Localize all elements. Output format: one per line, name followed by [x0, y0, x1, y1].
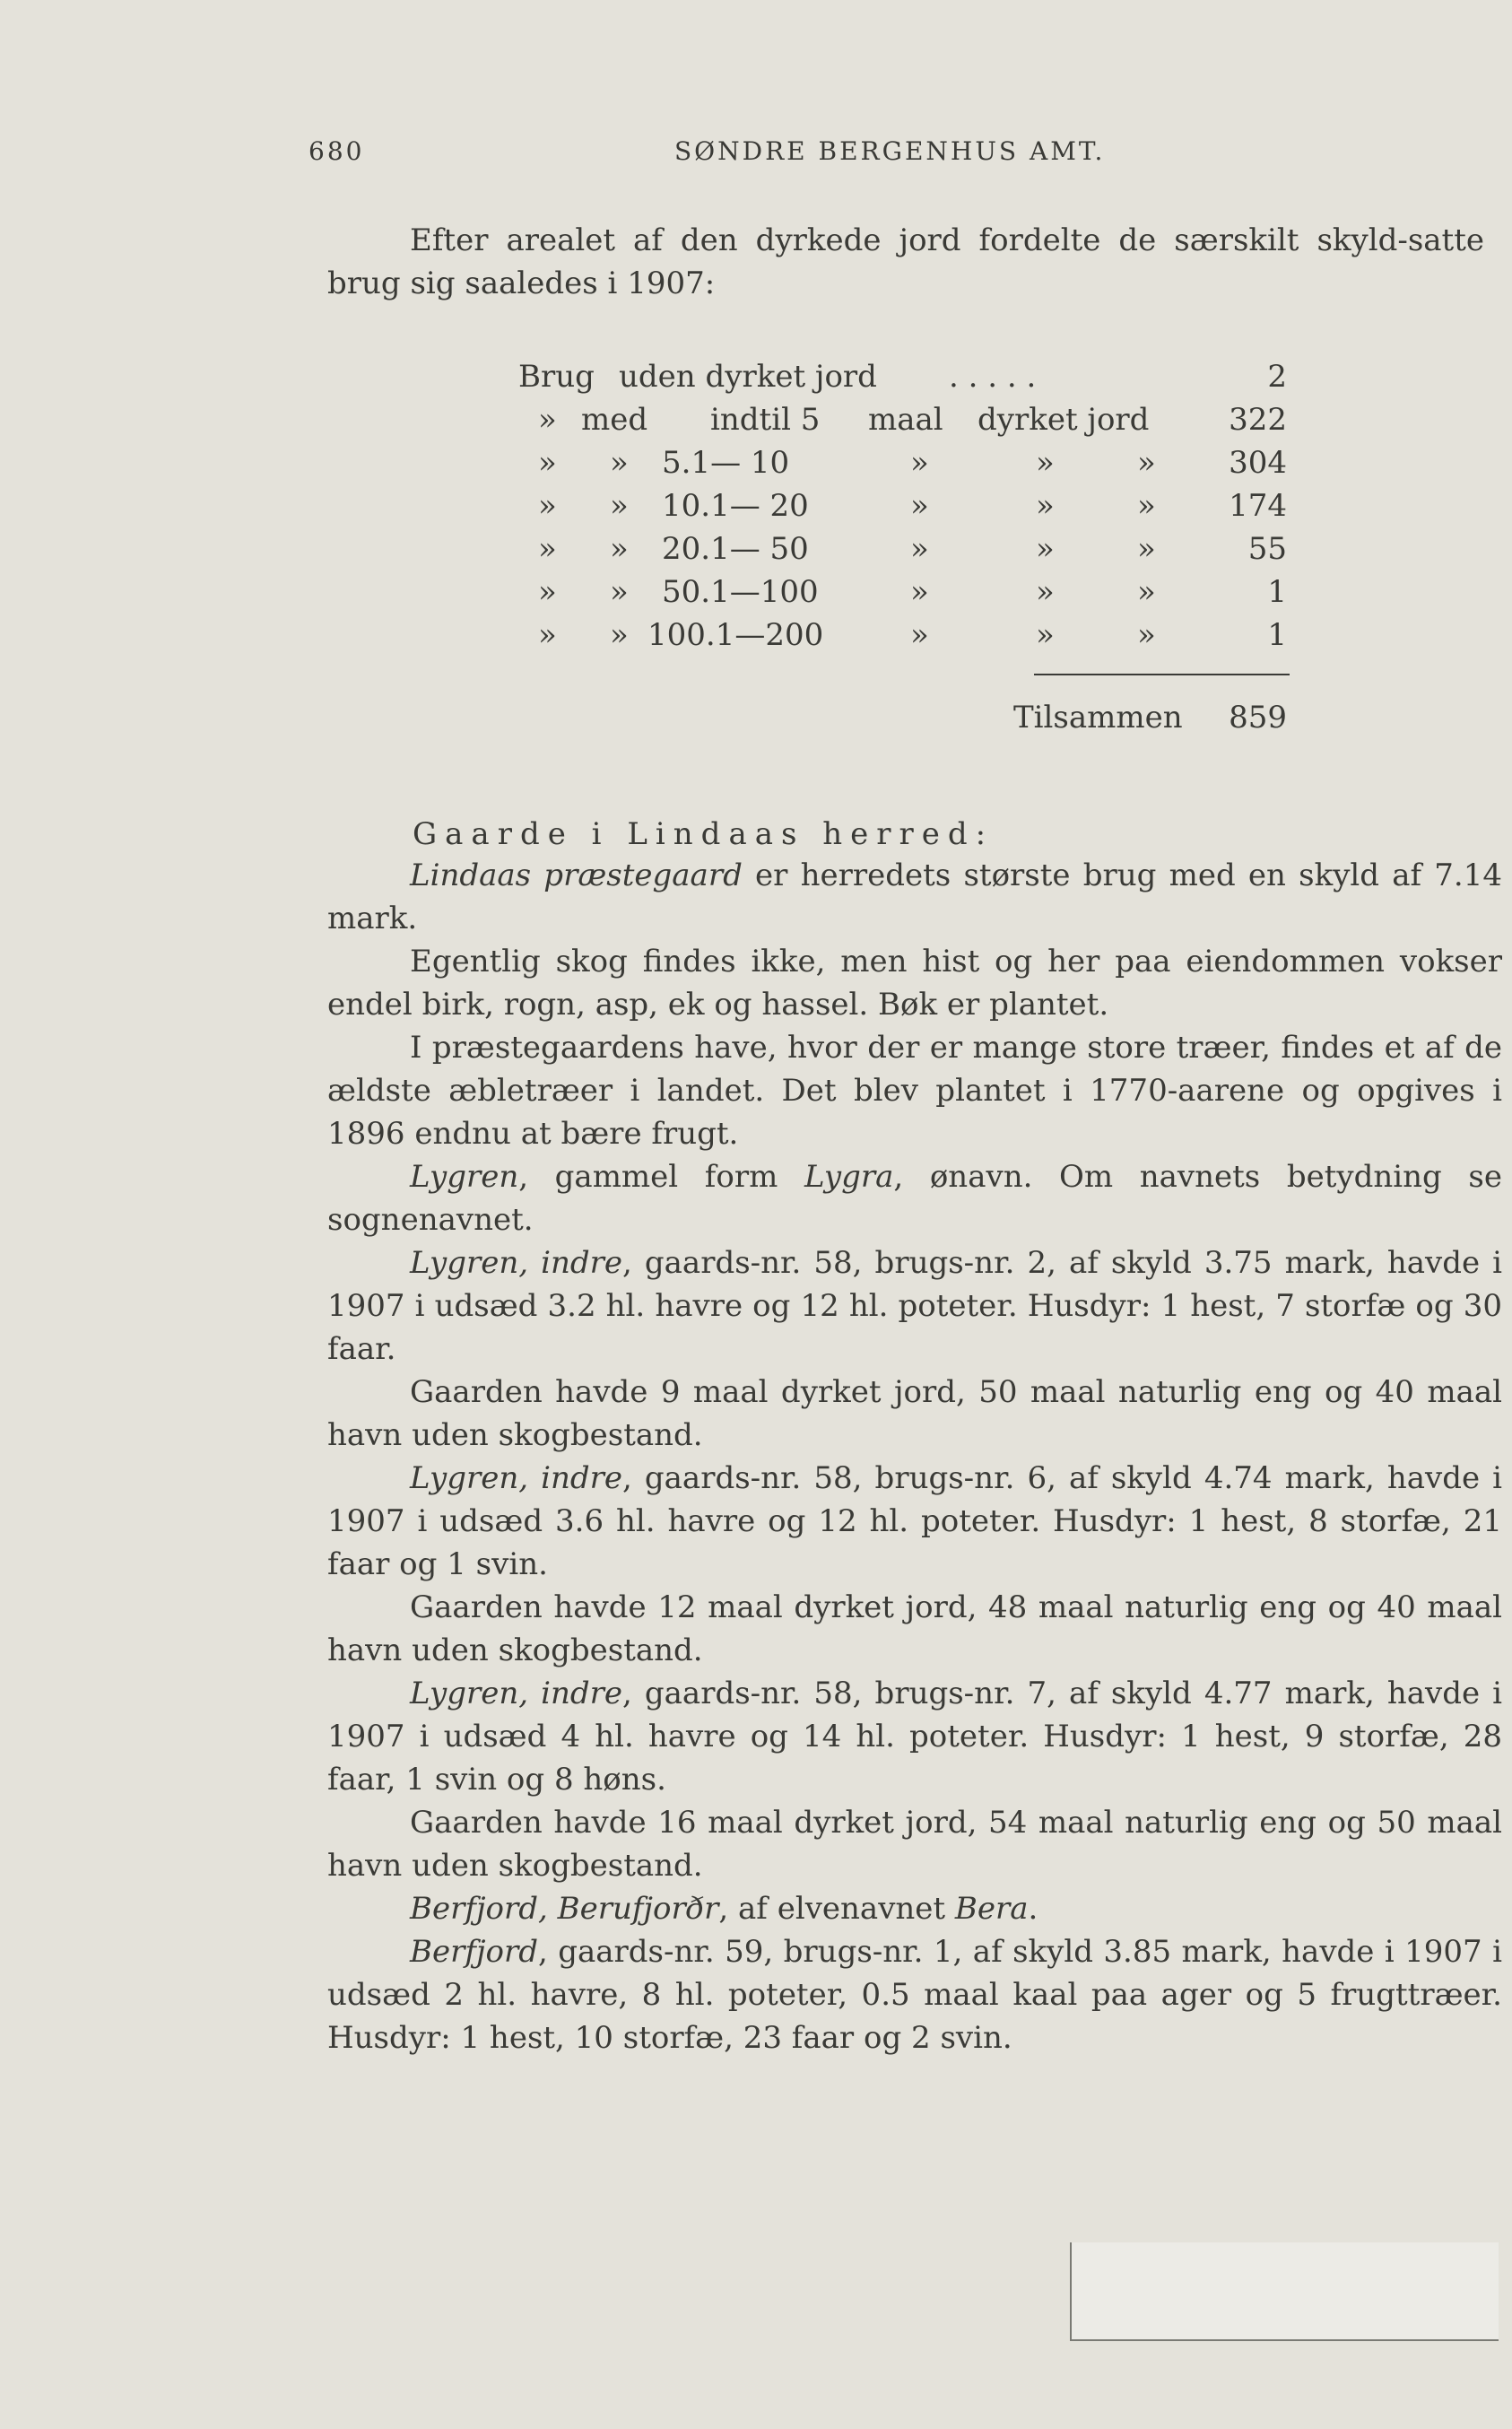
table-cell: » — [538, 617, 557, 653]
table-cell: » — [910, 574, 929, 610]
paragraph: Gaarden havde 16 maal dyrket jord, 54 maal naturlig eng og 50 maal havn uden skogbestand. — [327, 1805, 1502, 1884]
table-value: 304 — [1229, 445, 1287, 481]
table-leader-dots: . . . . . — [949, 359, 1037, 395]
table-cell: » — [610, 531, 629, 567]
paragraph: Lindaas præstegaard er herredets største brug med en skyld af 7.14 mark. — [327, 858, 1502, 936]
intro-paragraph — [327, 219, 1484, 305]
table-value: 2 — [1267, 359, 1287, 395]
table-cell: » — [1036, 574, 1055, 610]
table-cell: » — [1137, 445, 1156, 481]
table-value: 1 — [1267, 617, 1287, 653]
table-cell: » — [910, 531, 929, 567]
table-cell: 100.1—200 — [647, 617, 824, 653]
table-cell: » — [610, 445, 629, 481]
running-title: SØNDRE BERGENHUS AMT. — [674, 136, 1106, 166]
table-value: 1 — [1267, 574, 1287, 610]
table-cell: » — [1036, 445, 1055, 481]
table-cell: » — [910, 488, 929, 524]
paragraph: Lygren, indre, gaards-nr. 58, brugs-nr. 2, af skyld 3.75 mark, havde i 1907 i udsæd 3.2 hl. havre og 12 hl. poteter. Husdyr: 1 hest, 7 storfæ og 30 faar. — [327, 1245, 1503, 1367]
paragraph: Egentlig skog findes ikke, men hist og her paa eiendommen vokser endel birk, rogn, asp, ek og hassel. Bøk er plantet. — [327, 944, 1502, 1023]
sum-rule — [1034, 674, 1290, 675]
paragraph: Gaarden havde 9 maal dyrket jord, 50 maal naturlig eng og 40 maal havn uden skogbestand. — [327, 1374, 1502, 1453]
table-cell: » — [1137, 531, 1156, 567]
table-cell: » — [538, 531, 557, 567]
paragraph: Lygren, indre, gaards-nr. 58, brugs-nr. 6, af skyld 4.74 mark, havde i 1907 i udsæd 3.6 hl. havre og 12 hl. poteter. Husdyr: 1 hest, 8 storfæ, 21 faar og 1 svin. — [327, 1460, 1503, 1582]
table-cell: uden dyrket jord — [619, 359, 877, 395]
table-cell: 50.1—100 — [662, 574, 819, 610]
table-cell: » — [1036, 488, 1055, 524]
table-cell: » — [910, 445, 929, 481]
paragraph: Lygren, indre, gaards-nr. 58, brugs-nr. 7, af skyld 4.77 mark, havde i 1907 i udsæd 4 hl. havre og 14 hl. poteter. Husdyr: 1 hest, 9 storfæ, 28 faar, 1 svin og 8 høns. — [327, 1676, 1503, 1798]
paragraph: Berfjord, Berufjorðr, af elvenavnet Bera. — [410, 1891, 1038, 1927]
table-cell: » — [610, 488, 629, 524]
table-cell: » — [910, 617, 929, 653]
page-number: 680 — [308, 136, 365, 166]
table-cell: » — [610, 617, 629, 653]
table-cell: » — [1036, 531, 1055, 567]
table-cell: indtil 5 — [710, 402, 821, 438]
section-heading: Gaarde i Lindaas herred: — [413, 816, 995, 852]
empty-stamp-box — [1070, 2242, 1499, 2341]
body-text — [327, 854, 1502, 2059]
table-cell: 5.1— 10 — [662, 445, 790, 481]
table-cell: » — [538, 574, 557, 610]
table-cell: » — [1137, 574, 1156, 610]
intro-text: Efter arealet af den dyrkede jord fordelte de særskilt skyld-satte brug sig saaledes i 1907: — [327, 222, 1484, 301]
paragraph: Berfjord, gaards-nr. 59, brugs-nr. 1, af skyld 3.85 mark, havde i 1907 i udsæd 2 hl. havre, 8 hl. poteter, 0.5 maal kaal paa ager og 5 frugttræer. Husdyr: 1 hest, 10 storfæ, 23 faar og 2 svin. — [327, 1934, 1502, 2056]
table-cell: » — [1036, 617, 1055, 653]
total-value: 859 — [1229, 700, 1287, 736]
table-value: 322 — [1229, 402, 1287, 438]
table-cell: » — [538, 402, 557, 438]
table-cell: 20.1— 50 — [662, 531, 809, 567]
table-cell: med — [581, 402, 648, 438]
table-cell: » — [1137, 488, 1156, 524]
paragraph: Lygren, gammel form Lygra, ønavn. Om navnets betydning se sognenavnet. — [327, 1159, 1502, 1238]
paragraph: Gaarden havde 12 maal dyrket jord, 48 maal naturlig eng og 40 maal havn uden skogbestand. — [327, 1589, 1502, 1668]
table-value: 55 — [1247, 531, 1287, 567]
table-cell: 10.1— 20 — [662, 488, 809, 524]
table-cell: Brug — [518, 359, 595, 395]
table-cell: » — [538, 488, 557, 524]
table-cell: » — [1137, 617, 1156, 653]
total-label: Tilsammen — [1013, 700, 1183, 736]
table-cell: maal — [868, 402, 943, 438]
table-cell: » — [610, 574, 629, 610]
table-cell: dyrket jord — [978, 402, 1150, 438]
paragraph: I præstegaardens have, hvor der er mange store træer, findes et af de ældste æbletræer i landet. Det blev plantet i 1770-aarene og opgives i 1896 endnu at bære frugt. — [327, 1030, 1502, 1152]
table-value: 174 — [1229, 488, 1287, 524]
table-cell: » — [538, 445, 557, 481]
